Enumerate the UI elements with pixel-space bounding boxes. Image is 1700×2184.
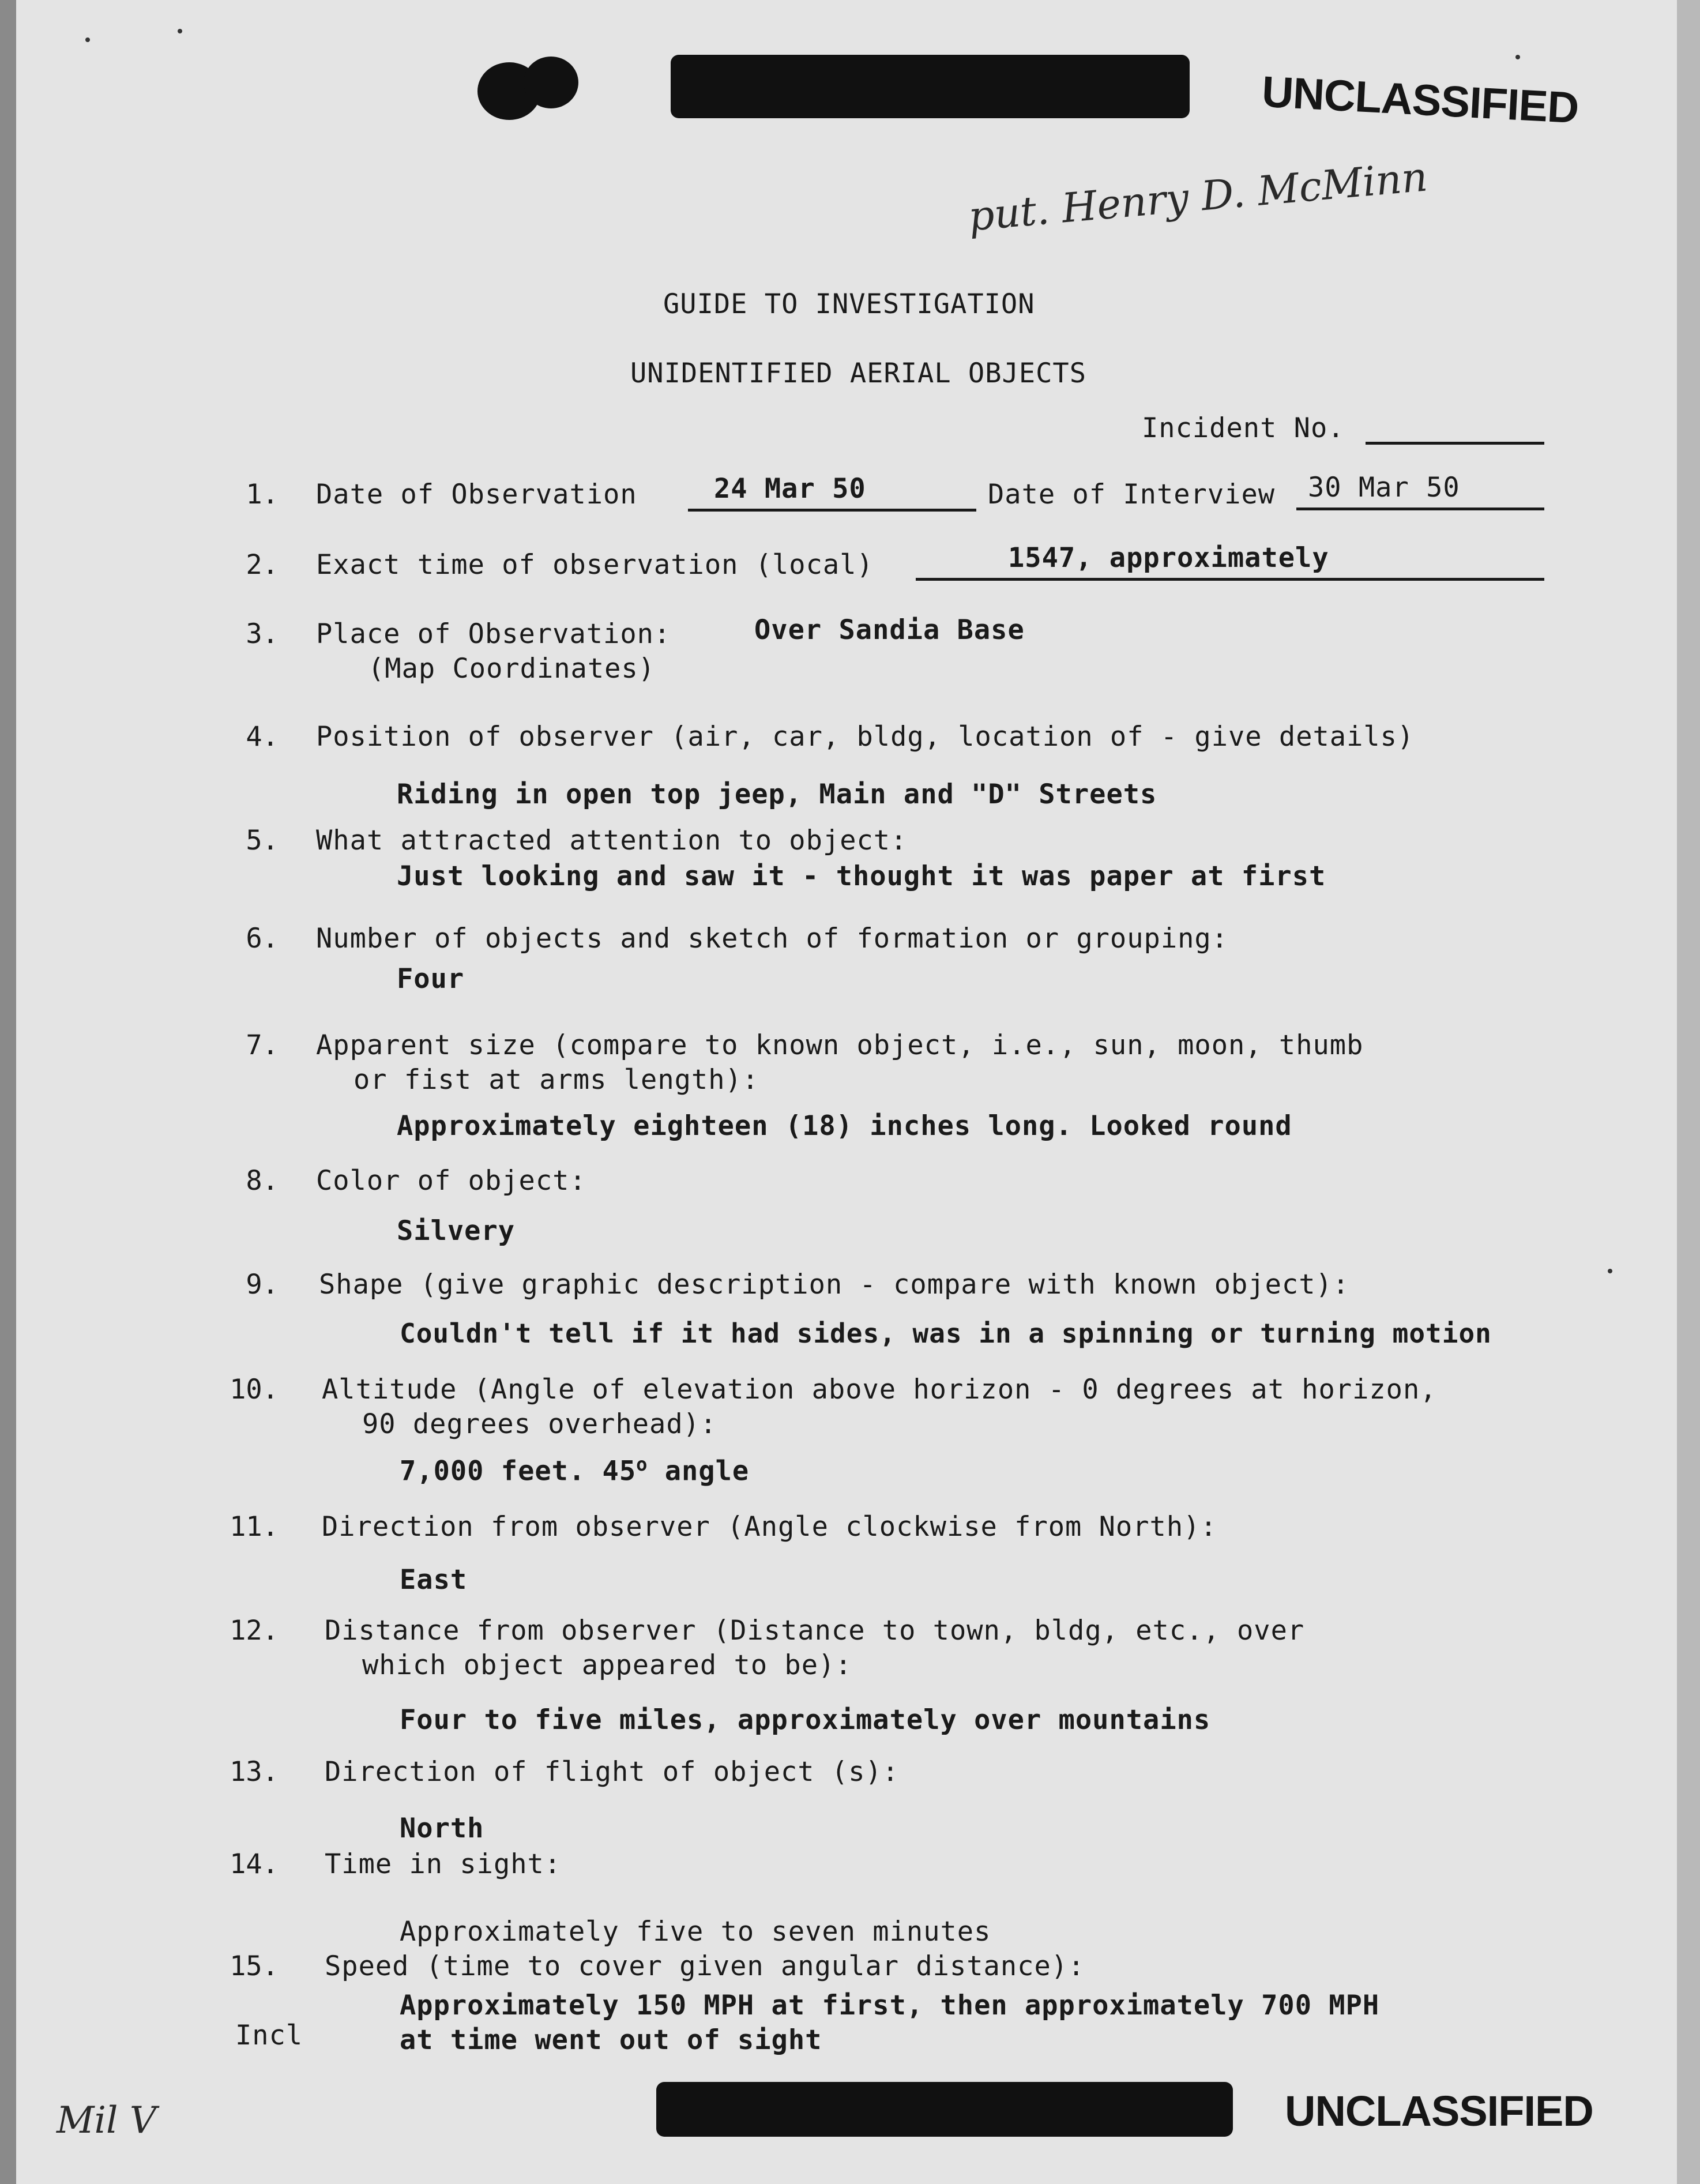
item-value: Approximately five to seven minutes [400, 1916, 991, 1948]
document-page [16, 0, 1677, 2184]
item-number: 15. [230, 1950, 279, 1982]
item-number: 2. [246, 549, 279, 581]
item-label: Apparent size (compare to known object, i.e., sun, moon, thumb [316, 1029, 1364, 1061]
item-label: Color of object: [316, 1165, 586, 1197]
item-label: Place of Observation: [316, 618, 671, 650]
item-number: 12. [230, 1615, 279, 1647]
item-sublabel: which object appeared to be): [362, 1649, 852, 1681]
item-sublabel: or fist at arms length): [353, 1064, 759, 1096]
item-value: Couldn't tell if it had sides, was in a spinning or turning motion [400, 1318, 1492, 1349]
incident-number-label: Incident No. [1142, 412, 1345, 444]
handwritten-name-note: put. Henry D. McMinn [966, 153, 1430, 240]
item-number: 13. [230, 1756, 279, 1788]
speck [178, 29, 182, 33]
item-sublabel: 90 degrees overhead): [362, 1408, 717, 1440]
item-value: Silvery [397, 1215, 516, 1247]
item-label: Date of Observation [316, 479, 637, 510]
speck [1515, 55, 1520, 59]
item-number: 4. [246, 721, 279, 753]
redacted-classification-bottom [656, 2082, 1233, 2137]
item-value: Riding in open top jeep, Main and "D" Streets [397, 779, 1157, 810]
item-value: Approximately 150 MPH at first, then approximately 700 MPH [400, 1990, 1380, 2021]
item-label-secondary: Date of Interview [988, 479, 1276, 510]
redaction-blot-right [524, 57, 578, 108]
item-label: Distance from observer (Distance to town, bldg, etc., over [325, 1615, 1305, 1647]
item-label: Number of objects and sketch of formation or grouping: [316, 923, 1229, 954]
item-value-line2: at time went out of sight [400, 2024, 822, 2056]
item-number: 9. [246, 1269, 279, 1300]
item-label: Direction from observer (Angle clockwise from North): [322, 1511, 1217, 1543]
item-number: 8. [246, 1165, 279, 1197]
item-value: Four to five miles, approximately over mountains [400, 1704, 1211, 1736]
item-sublabel: (Map Coordinates) [368, 653, 656, 685]
item-label: Position of observer (air, car, bldg, location of - give details) [316, 721, 1415, 753]
unclassified-stamp-top: UNCLASSIFIED [1261, 67, 1580, 133]
altitude-value [400, 1453, 749, 1487]
observation-date-line [688, 509, 976, 512]
item-value: Over Sandia Base [754, 614, 1025, 646]
item-label: Exact time of observation (local) [316, 549, 874, 581]
item-value: North [400, 1813, 484, 1844]
handwritten-corner-mark: Mil V [57, 2099, 157, 2142]
altitude-value-tail: angle [648, 1455, 750, 1487]
speck [1608, 1269, 1612, 1273]
item-number: 6. [246, 923, 279, 954]
item-number: 3. [246, 618, 279, 650]
speck [85, 37, 90, 42]
degree-superscript: o [636, 1453, 648, 1475]
scan-left-edge [0, 0, 16, 2184]
item-label: Direction of flight of object (s): [325, 1756, 900, 1788]
item-number: 5. [246, 825, 279, 856]
altitude-value-main: 7,000 feet. 45 [400, 1455, 637, 1487]
interview-date-line [1296, 508, 1544, 510]
item-label: Time in sight: [325, 1848, 562, 1880]
redacted-classification-top [671, 55, 1190, 118]
item-label: Altitude (Angle of elevation above horizon - 0 degrees at horizon, [322, 1374, 1437, 1405]
incident-number-blank [1366, 442, 1544, 445]
item-number: 1. [246, 479, 279, 510]
item-number: 11. [230, 1511, 279, 1543]
interview-date-value: 30 Mar 50 [1308, 472, 1460, 503]
item-number: 7. [246, 1029, 279, 1061]
item-value: East [400, 1564, 468, 1596]
item-number: 10. [230, 1374, 279, 1405]
scan-right-edge [1677, 0, 1700, 2184]
enclosure-label: Incl [235, 2020, 303, 2051]
item-value: 1547, approximately [1008, 542, 1329, 574]
item-value: Four [397, 963, 465, 995]
item-label: Speed (time to cover given angular distance): [325, 1950, 1085, 1982]
observation-time-line [916, 578, 1544, 581]
item-value: Approximately eighteen (18) inches long. Looked round [397, 1110, 1292, 1142]
item-label: Shape (give graphic description - compare with known object): [319, 1269, 1350, 1300]
unclassified-stamp-bottom: UNCLASSIFIED [1285, 2087, 1593, 2135]
observation-date-value: 24 Mar 50 [714, 473, 866, 505]
item-value: Just looking and saw it - thought it was paper at first [397, 860, 1326, 892]
document-title-line2: UNIDENTIFIED AERIAL OBJECTS [630, 358, 1087, 389]
item-number: 14. [230, 1848, 279, 1880]
document-title-line1: GUIDE TO INVESTIGATION [663, 288, 1035, 320]
item-label: What attracted attention to object: [316, 825, 908, 856]
